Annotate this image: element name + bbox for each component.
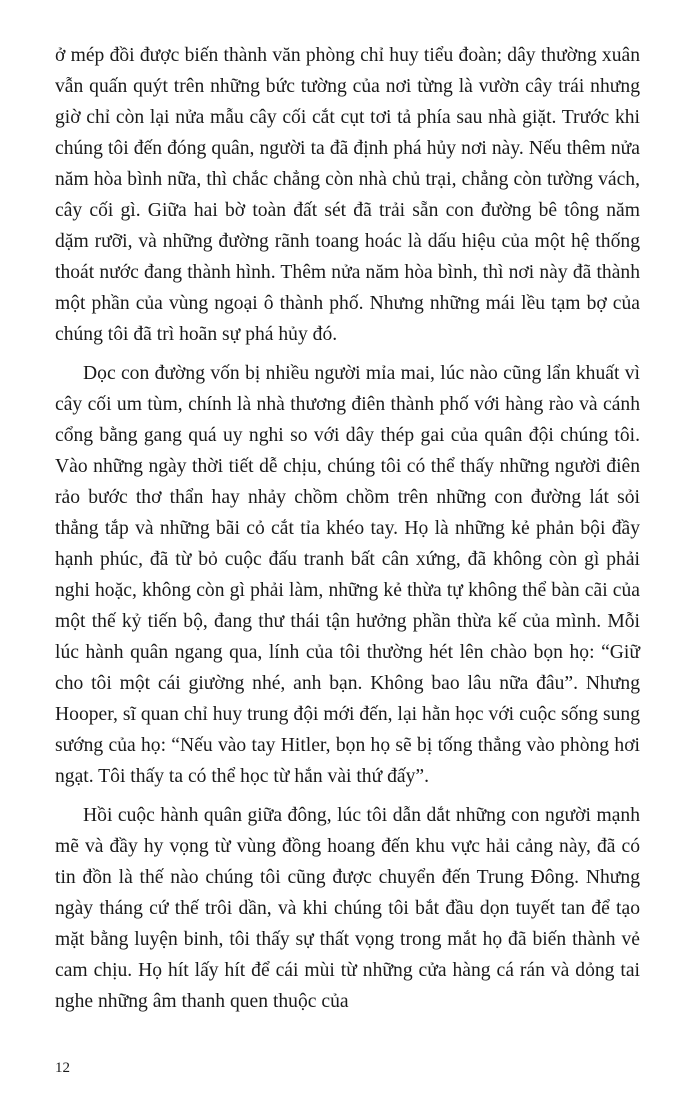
paragraph-winter-march: Hồi cuộc hành quân giữa đông, lúc tôi dẫn dắt những con người mạnh mẽ và đầy hy vọng từ vùng đồng hoang đến khu vực hải cảng này, đã có tin đồn là thế nào chúng tôi cũng được chuyển đến Trung Đông. Nhưng ngày tháng cứ thế trôi dần, và khi chúng tôi bắt đầu dọn tuyết tan để tạo mặt bằng luyện binh, tôi thấy sự thất vọng trong mắt họ đã biến thành vẻ cam chịu. Họ hít lấy hít để cái mùi từ những cửa hàng cá rán và dỏng tai nghe những âm thanh quen thuộc của bbox=[55, 805, 640, 1012]
page-number: 12 bbox=[55, 1060, 70, 1076]
paragraph-asylum: Dọc con đường vốn bị nhiều người mỉa mai, lúc nào cũng lẩn khuất vì cây cối um tùm, chính là nhà thương điên thành phố với hàng rào và cánh cổng bằng gang quá uy nghi so với dây thép gai của quân đội chúng tôi. Vào những ngày thời tiết dễ chịu, chúng tôi có thể thấy những người điên rảo bước thơ thẩn hay nhảy chồm chồm trên những con đường lát sỏi thẳng tắp và những bãi cỏ cắt tỉa khéo tay. Họ là những kẻ phản bội đầy hạnh phúc, đã từ bỏ cuộc đấu tranh bất cân xứng, đã không còn gì phải nghi hoặc, không còn gì phải làm, những kẻ thừa tự không thể bàn cãi của một thế kỷ tiến bộ, đang thư thái tận hưởng phần thừa kế của mình. Mỗi lúc hành quân ngang qua, lính của tôi thường hét lên chào bọn họ: “Giữ cho tôi một cái giường nhé, anh bạn. Không bao lâu nữa đâu”. Nhưng Hooper, sĩ quan chỉ huy trung đội mới đến, lại hằn học với cuộc sống sung sướng của họ: “Nếu vào tay Hitler, bọn họ sẽ bị tống thẳng vào phòng hơi ngạt. Tôi thấy ta có thể học từ hắn vài thứ đấy”. bbox=[55, 363, 640, 787]
page-body bbox=[55, 40, 640, 1017]
paragraph-continuation: ở mép đồi được biến thành văn phòng chỉ huy tiểu đoàn; dây thường xuân vẫn quấn quýt trên những bức tường của nơi từng là vườn cây trái nhưng giờ chỉ còn lại nửa mẫu cây cối cắt cụt tơi tả phía sau nhà giặt. Trước khi chúng tôi đến đóng quân, người ta đã định phá hủy nơi này. Nếu thêm nửa năm hòa bình nữa, thì chắc chẳng còn nhà chủ trại, chẳng còn tường vách, cây cối gì. Giữa hai bờ toàn đất sét đã trải sẵn con đường bê tông năm dặm rưỡi, và những đường rãnh toang hoác là dấu hiệu của một hệ thống thoát nước đang thành hình. Thêm nửa năm hòa bình, thì nơi này đã thành một phần của vùng ngoại ô thành phố. Nhưng những mái lều tạm bợ của chúng tôi đã trì hoãn sự phá hủy đó. bbox=[55, 45, 640, 345]
